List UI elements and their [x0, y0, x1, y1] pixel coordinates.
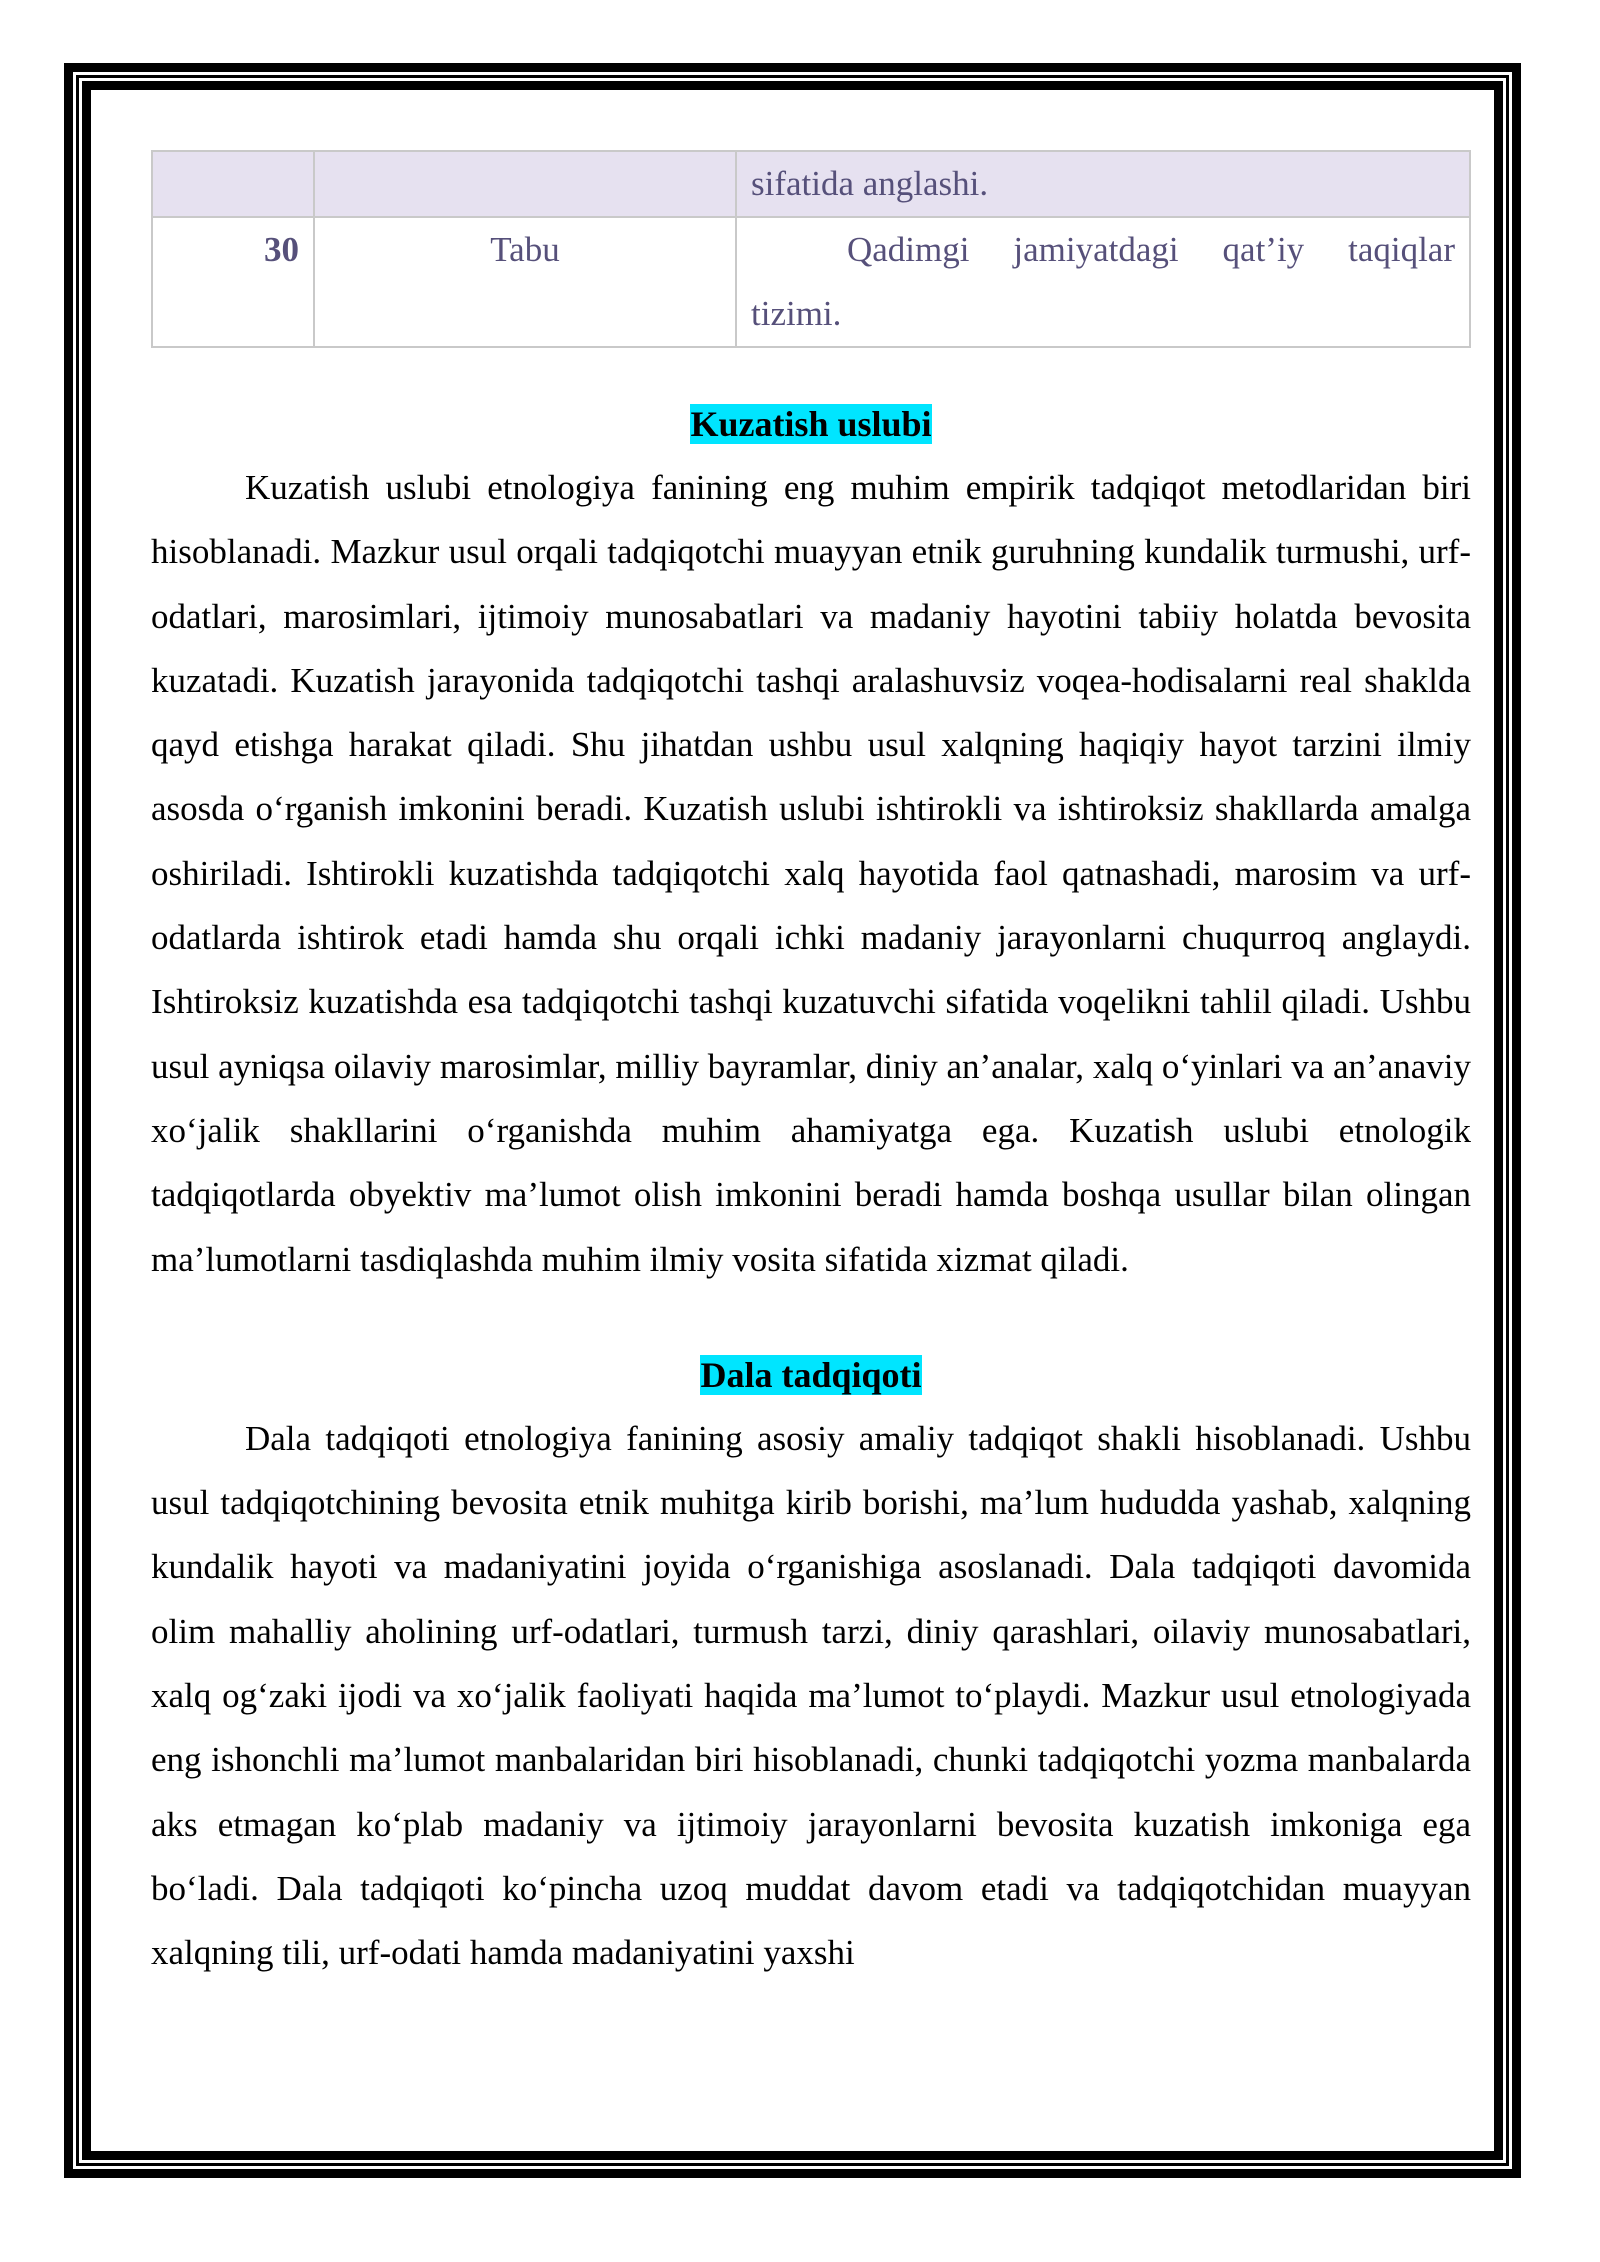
section-paragraph: Kuzatish uslubi etnologiya fanining eng muhim empirik tadqiqot metodlaridan biri hisoblanadi. Mazkur usul orqali tadqiqotchi muayyan etnik guruhning kundalik turmushi, urf-odatlari, marosimlari, ijtimoiy munosabatlari va madaniy hayotini tabiiy holatda bevosita kuzatadi. Kuzatish jarayonida tadqiqotchi tashqi aralashuvsiz voqea-hodisalarni real shaklda qayd etishga harakat qiladi. Shu jihatdan ushbu usul xalqning haqiqiy hayot tarzini ilmiy asosda o‘rganish imkonini beradi. Kuzatish uslubi ishtirokli va ishtiroksiz shakllarda amalga oshiriladi. Ishtirokli kuzatishda tadqiqotchi xalq hayotida faol qatnashadi, marosim va urf-odatlarda ishtirok etadi hamda shu orqali ichki madaniy jarayonlarni chuqurroq anglaydi. Ishtiroksiz kuzatishda esa tadqiqotchi tashqi kuzatuvchi sifatida voqelikni tahlil qiladi. Ushbu usul ayniqsa oilaviy marosimlar, milliy bayramlar, diniy an’analar, xalq o‘yinlari va an’anaviy xo‘jalik shakllarini o‘rganishda muhim ahamiyatga ega. Kuzatish uslubi etnologik tadqiqotlarda obyektiv ma’lumot olish imkonini beradi hamda boshqa usullar bilan olingan ma’lumotlarni tasdiqlashda muhim ilmiy vosita sifatida xizmat qiladi.	[151, 468, 1471, 1279]
table-cell-number	[152, 151, 314, 217]
description-line: Qadimgi jamiyatdagi qat’iy taqiqlar	[847, 230, 1455, 269]
table-row	[152, 151, 1470, 217]
table-row	[152, 217, 1470, 347]
section-paragraph: Dala tadqiqoti etnologiya fanining asosiy amaliy tadqiqot shakli hisoblanadi. Ushbu usul tadqiqotchining bevosita etnik muhitga kirib borishi, ma’lum hududda yashab, xalqning kundalik hayoti va madaniyatini joyida o‘rganishiga asoslanadi. Dala tadqiqoti davomida olim mahalliy aholining urf-odatlari, turmush tarzi, diniy qarashlari, oilaviy munosabatlari, xalq og‘zaki ijodi va xo‘jalik faoliyati haqida ma’lumot to‘playdi. Mazkur usul etnologiyada eng ishonchli ma’lumot manbalaridan biri hisoblanadi, chunki tadqiqotchi yozma manbalarda aks etmagan ko‘plab madaniy va ijtimoiy jarayonlarni bevosita kuzatish imkoniga ega bo‘ladi. Dala tadqiqoti ko‘pincha uzoq muddat davom etadi va tadqiqotchidan muayyan xalqning tili, urf-odati hamda madaniyatini yaxshi	[151, 1418, 1471, 1973]
table-cell-description	[736, 217, 1470, 347]
section-heading-text: Kuzatish uslubi	[690, 404, 932, 444]
section-heading	[151, 392, 1471, 456]
table-cell-number: 30	[152, 217, 314, 347]
section-heading-text: Dala tadqiqoti	[700, 1354, 922, 1395]
table-cell-term: Tabu	[314, 217, 736, 347]
section-heading	[151, 1343, 1471, 1407]
table-cell-term	[314, 151, 736, 217]
table-cell-description: sifatida anglashi.	[736, 151, 1470, 217]
description-line: tizimi.	[751, 294, 842, 333]
page-content	[151, 150, 1471, 1986]
terms-table	[151, 150, 1471, 348]
